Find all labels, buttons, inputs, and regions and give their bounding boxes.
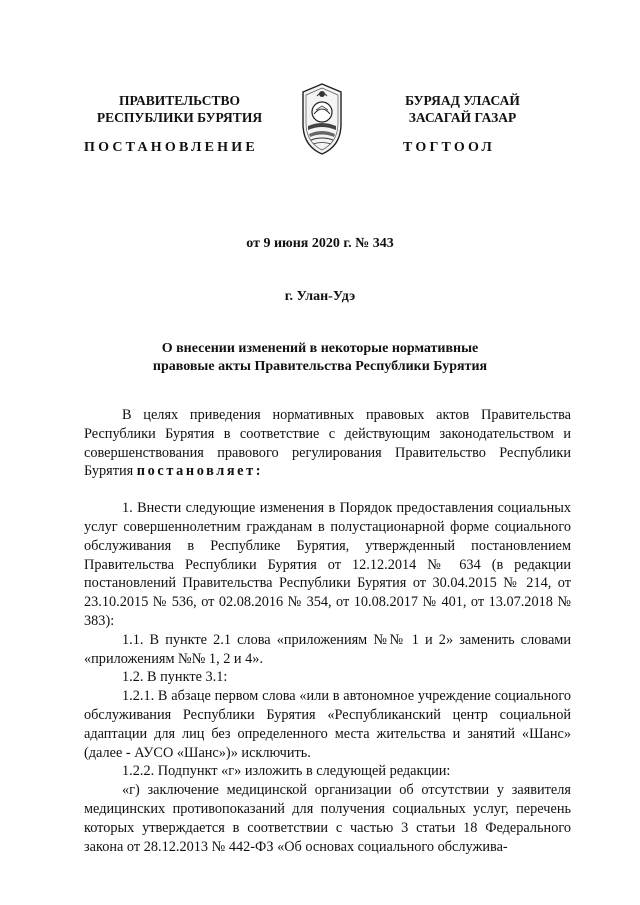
- header-right: [375, 92, 550, 126]
- decree-city: г. Улан-Удэ: [284, 289, 356, 304]
- decree-label-bua: ТОГТООЛ: [403, 140, 496, 155]
- paragraph-1-2-2: 1.2.2. Подпункт «г» изложить в следующей редакции:: [122, 763, 451, 780]
- decree-label-ru: ПОСТАНОВЛЕНИЕ: [84, 140, 258, 155]
- header-left: [92, 92, 267, 126]
- header-right-line2: ЗАСАГАЙ ГАЗАР: [408, 110, 517, 125]
- paragraph-1-1: 1.1. В пункте 2.1 слова «приложениям №№ 1 и 2» заменить словами «приложениям №№ 1, 2 и 4».: [84, 631, 571, 667]
- document-body: [84, 406, 571, 856]
- preamble-paragraph: [84, 406, 571, 481]
- header-left-line1: ПРАВИТЕЛЬСТВО: [118, 93, 240, 108]
- preamble-text: В целях приведения нормативных правовых актов Правительства Республики Бурятия в соответствие с действующим законодательством и совершенствования правового регулирования Правительство Республики Бурятия: [84, 407, 571, 480]
- paragraph-1-2-2-g: «г) заключение медицинской организации об отсутствии у заявителя медицинских противопоказаний для получения социальных услуг, перечень которых утверждается в соответствии с частью 3 статьи 18 Федерального закона от 28.12.2013 № 442-ФЗ «Об основах социального обслужива-: [84, 782, 571, 855]
- document-title-line2: правовые акты Правительства Республики Бурятия: [152, 359, 488, 374]
- paragraph-1-2-1: 1.2.1. В абзаце первом слова «или в автономное учреждение социального обслуживания Республики Бурятия «Республиканский центр социальной адаптации для лиц без определенного места жительства и занятий «Шанс» (далее - АУСО «Шанс»)» исключить.: [84, 688, 571, 761]
- paragraph-1: 1. Внести следующие изменения в Порядок предоставления социальных услуг совершеннолетним гражданам в полустационарной форме социального обслуживания в Республике Бурятия, утвержденный постановлением Правительства Республики Бурятия от 12.12.2014 № 634 (в редакции постановлений Правительства Республики Бурятия от 30.04.2015 № 214, от 23.10.2015 № 536, от 02.08.2016 № 354, от 10.08.2017 № 401, от 13.07.2018 № 383):: [84, 500, 571, 629]
- decree-date-number: от 9 июня 2020 г. № 343: [246, 236, 394, 251]
- paragraph-1-2: 1.2. В пункте 3.1:: [122, 669, 228, 686]
- document-title: [120, 340, 520, 376]
- header-right-line1: БУРЯАД УЛАСАЙ: [405, 93, 520, 108]
- republic-of-buryatia-emblem-icon: [299, 80, 345, 156]
- preamble-decree-word: постановляет:: [136, 463, 264, 480]
- header-left-line2: РЕСПУБЛИКИ БУРЯТИЯ: [96, 110, 263, 125]
- document-title-line1: О внесении изменений в некоторые нормативные: [161, 341, 479, 356]
